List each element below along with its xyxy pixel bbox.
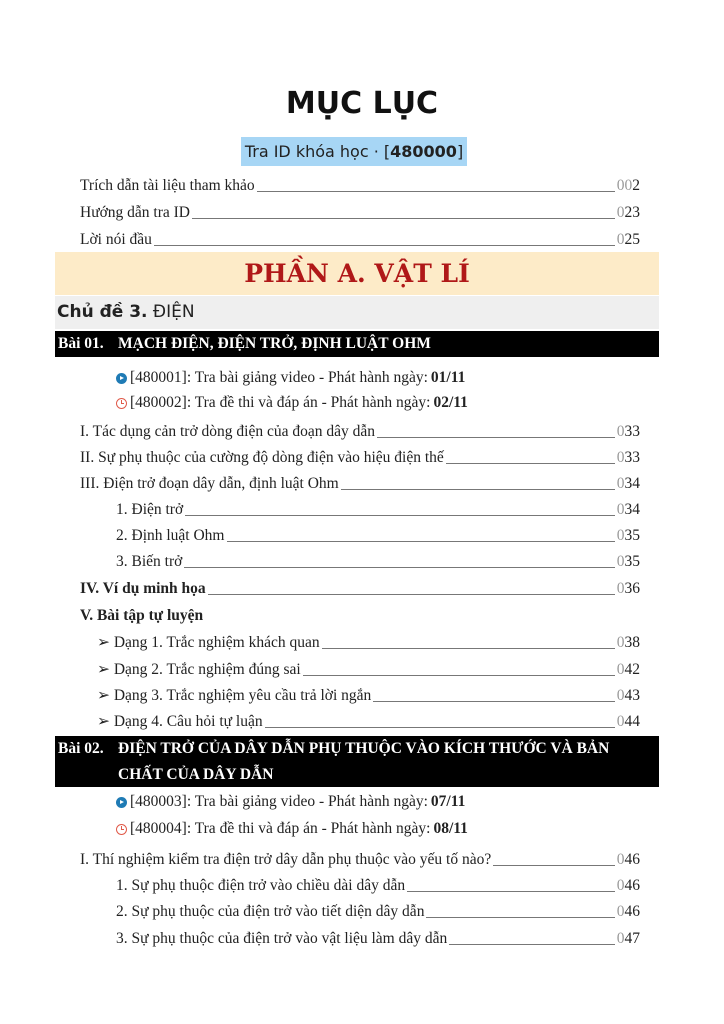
page-number: 025: [616, 231, 640, 248]
leader-line: [493, 865, 615, 866]
entry-text: Hướng dẫn tra ID: [80, 204, 190, 221]
toc-entry[interactable]: [116, 898, 640, 922]
topic-name: ĐIỆN: [152, 302, 195, 322]
entry-text: I. Tác dụng cản trở dòng điện của đoạn dây dẫn: [80, 423, 375, 440]
entry-text: I. Thí nghiệm kiểm tra điện trở dây dẫn phụ thuộc vào yếu tố nào?: [80, 851, 492, 868]
entry-text: ➢ Dạng 4. Câu hỏi tự luận: [97, 713, 263, 730]
page-title: MỤC LỤC: [285, 86, 439, 121]
link-text: [480001]: Tra bài giảng video - Phát hành ngày:: [130, 369, 428, 386]
page-number: 023: [616, 204, 640, 221]
lesson-title: MẠCH ĐIỆN, ĐIỆN TRỞ, ĐỊNH LUẬT OHM: [118, 335, 431, 352]
link-text: [480004]: Tra đề thi và đáp án - Phát hành ngày:: [130, 820, 431, 837]
toc-entry[interactable]: [80, 199, 640, 223]
page-number: 047: [616, 930, 640, 947]
leader-line: [265, 727, 615, 728]
clock-icon: [116, 824, 127, 835]
bracket: ]: [456, 142, 464, 161]
toc-entry[interactable]: [80, 470, 640, 494]
toc-entry[interactable]: [80, 602, 640, 626]
toc-entry[interactable]: [116, 522, 640, 546]
entry-text: V. Bài tập tự luyện: [80, 607, 204, 624]
toc-entry[interactable]: [80, 172, 640, 196]
leader-line: [184, 567, 614, 568]
leader-line: [341, 489, 615, 490]
entry-text: 1. Sự phụ thuộc điện trở vào chiều dài dây dẫn: [116, 877, 406, 894]
page-number: 042: [616, 661, 640, 678]
leader-line: [227, 541, 615, 542]
course-id: 480000: [390, 142, 457, 161]
toc-entry[interactable]: [80, 418, 640, 442]
release-date: 01/11: [430, 369, 466, 386]
page-number: 035: [616, 527, 640, 544]
toc-entry[interactable]: [116, 548, 640, 572]
video-play-icon: [116, 797, 127, 808]
toc-entry[interactable]: [97, 629, 640, 653]
resource-link[interactable]: [116, 818, 468, 840]
leader-line: [192, 218, 615, 219]
toc-entry[interactable]: [80, 575, 640, 599]
leader-line: [257, 191, 615, 192]
release-date: 02/11: [433, 394, 468, 411]
toc-entry[interactable]: [97, 656, 640, 680]
toc-entry[interactable]: [116, 496, 640, 520]
topic-label: Chủ đề 3.: [57, 302, 148, 322]
page-number: 002: [616, 177, 640, 194]
page-number: 036: [616, 580, 640, 597]
entry-text: 2. Sự phụ thuộc của điện trở vào tiết diện dây dẫn: [116, 903, 425, 920]
leader-line: [449, 944, 614, 945]
lesson-number: Bài 02.: [58, 740, 104, 757]
course-id-label: Tra ID khóa học · [: [244, 142, 391, 161]
entry-text: 2. Định luật Ohm: [116, 527, 225, 544]
leader-line: [446, 463, 615, 464]
entry-text: 1. Điện trở: [116, 501, 184, 518]
toc-entry[interactable]: [80, 444, 640, 468]
lesson-number: Bài 01.: [58, 335, 104, 352]
leader-line: [303, 675, 615, 676]
entry-text: IV. Ví dụ minh họa: [80, 580, 206, 597]
link-text: [480003]: Tra bài giảng video - Phát hành ngày:: [130, 793, 428, 810]
entry-text: 3. Sự phụ thuộc của điện trở vào vật liệu làm dây dẫn: [116, 930, 448, 947]
lesson-title-line2: CHẤT CỦA DÂY DẪN: [118, 766, 274, 783]
page-number: 038: [616, 634, 640, 651]
entry-text: ➢ Dạng 2. Trắc nghiệm đúng sai: [97, 661, 301, 678]
toc-entry[interactable]: [97, 682, 640, 706]
toc-entry[interactable]: [97, 708, 640, 732]
link-text: [480002]: Tra đề thi và đáp án - Phát hành ngày:: [130, 394, 431, 411]
page-number: 043: [616, 687, 640, 704]
leader-line: [426, 917, 614, 918]
toc-entry[interactable]: [116, 925, 640, 949]
page-number: 034: [616, 475, 640, 492]
clock-icon: [116, 398, 127, 409]
lesson-title: ĐIỆN TRỞ CỦA DÂY DẪN PHỤ THUỘC VÀO KÍCH THƯỚC VÀ BẢN: [118, 740, 610, 757]
release-date: 08/11: [433, 820, 468, 837]
lesson-heading[interactable]: [55, 331, 659, 357]
video-play-icon: [116, 373, 127, 384]
toc-entry[interactable]: [116, 872, 640, 896]
resource-link[interactable]: [116, 367, 465, 389]
entry-text: ➢ Dạng 1. Trắc nghiệm khách quan: [97, 634, 320, 651]
page-number: 033: [616, 423, 640, 440]
toc-entry[interactable]: [80, 226, 640, 250]
course-id-box: [241, 137, 467, 166]
toc-entry[interactable]: [80, 846, 640, 870]
leader-line: [322, 648, 615, 649]
page-number: 044: [616, 713, 640, 730]
leader-line: [185, 515, 615, 516]
leader-line: [154, 245, 615, 246]
entry-text: 3. Biến trở: [116, 553, 183, 570]
part-heading: PHẦN A. VẬT LÍ: [55, 252, 659, 295]
entry-text: Trích dẫn tài liệu tham khảo: [80, 177, 255, 194]
entry-text: III. Điện trở đoạn dây dẫn, định luật Ohm: [80, 475, 339, 492]
page-number: 034: [616, 501, 640, 518]
page-number: 033: [616, 449, 640, 466]
page-number: 046: [616, 903, 640, 920]
entry-text: II. Sự phụ thuộc của cường độ dòng điện vào hiệu điện thế: [80, 449, 444, 466]
topic-heading: [55, 296, 659, 329]
lesson-heading[interactable]: [55, 736, 659, 787]
page-number: 046: [616, 851, 640, 868]
resource-link[interactable]: [116, 791, 465, 813]
leader-line: [377, 437, 615, 438]
entry-text: Lời nói đầu: [80, 231, 152, 248]
release-date: 07/11: [430, 793, 466, 810]
leader-line: [208, 594, 615, 595]
entry-text: ➢ Dạng 3. Trắc nghiệm yêu cầu trả lời ngắn: [97, 687, 372, 704]
resource-link[interactable]: [116, 392, 468, 414]
page-number: 046: [616, 877, 640, 894]
leader-line: [373, 701, 614, 702]
leader-line: [407, 891, 615, 892]
page-number: 035: [616, 553, 640, 570]
